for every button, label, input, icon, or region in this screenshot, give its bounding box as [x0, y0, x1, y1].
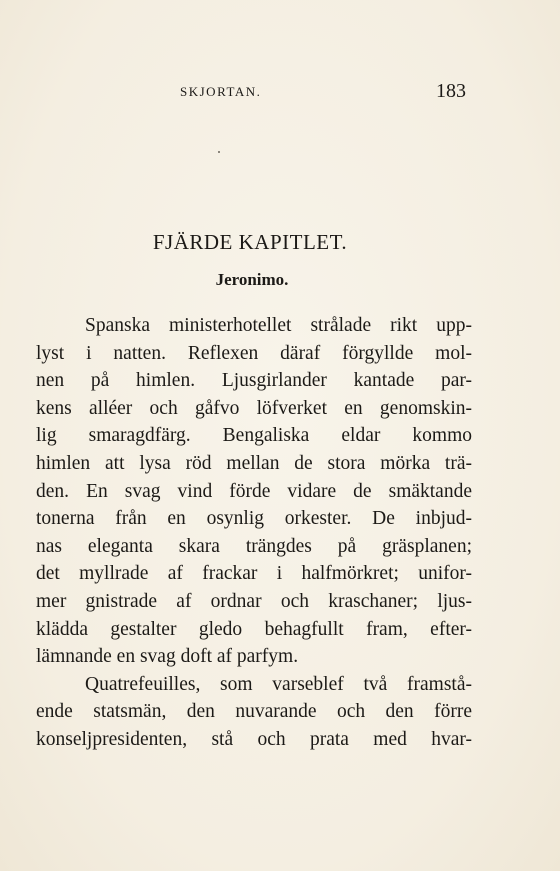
text-line: den. En svag vind förde vidare de smäktande	[36, 480, 472, 502]
running-head: SKJORTAN.	[180, 84, 262, 99]
body-text	[36, 312, 472, 754]
ink-speck	[218, 151, 220, 153]
text-line: det myllrade af frackar i halfmörkret; unifor-	[36, 563, 472, 585]
text-line: konseljpresidenten, stå och prata med hvar-	[36, 728, 472, 750]
text-line: kens alléer och gåfvo löfverket en genomskin-	[36, 397, 472, 419]
text-line: nas eleganta skara trängdes på gräsplanen;	[36, 535, 472, 557]
text-line: lyst i natten. Reflexen däraf förgyllde mol-	[36, 342, 472, 364]
text-line: ende statsmän, den nuvarande och den förre	[36, 701, 472, 723]
chapter-title: FJÄRDE KAPITLET.	[152, 230, 348, 254]
text-line: Spanska ministerhotellet strålade rikt upp-	[85, 315, 472, 336]
chapter-subtitle: Jeronimo.	[215, 270, 289, 289]
text-line: mer gnistrade af ordnar och kraschaner; ljus-	[36, 590, 472, 612]
page-number: 183	[436, 80, 466, 102]
text-line: nen på himlen. Ljusgirlander kantade par-	[36, 370, 472, 392]
text-line: lämnande en svag doft af parfym.	[36, 646, 299, 668]
text-line: Quatrefeuilles, som varseblef två framstå-	[85, 673, 472, 695]
text-line: klädda gestalter gledo behagfullt fram, efter-	[36, 618, 472, 640]
text-line: himlen att lysa röd mellan de stora mörka trä-	[36, 452, 472, 474]
text-line: lig smaragdfärg. Bengaliska eldar kommo	[36, 425, 472, 447]
text-line: tonerna från en osynlig orkester. De inbjud-	[36, 508, 472, 530]
